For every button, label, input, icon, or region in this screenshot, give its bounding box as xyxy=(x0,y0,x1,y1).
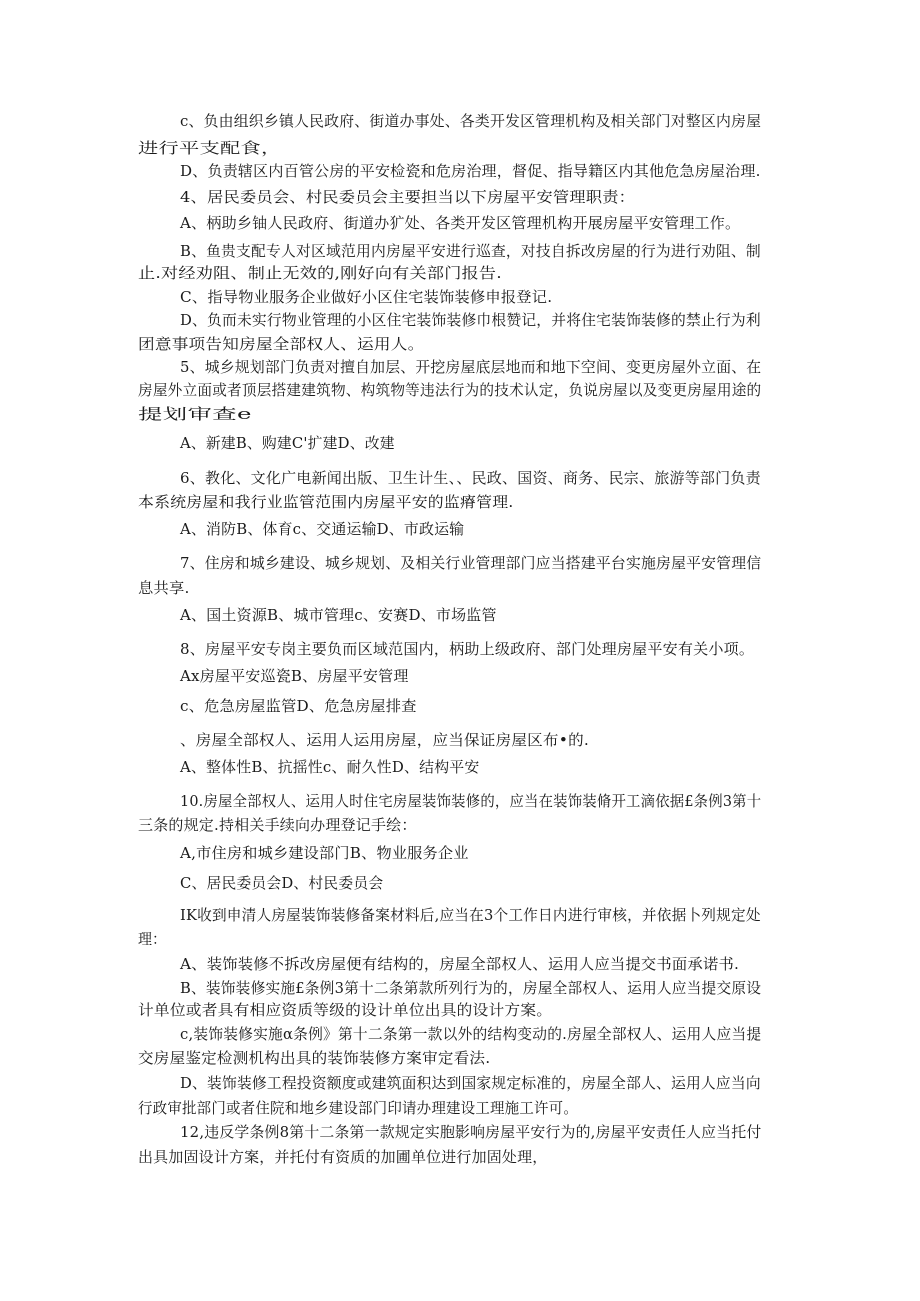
text-line: IK收到申清人房屋装饰装修备案材料后,应当在3个工作日内进行审核，并依据卜列规定处 xyxy=(180,906,761,924)
text-line: c,装饰装修实施α条例》第十二条第一款以外的结构变动的.房屋全部权人、运用人应当提 xyxy=(180,1025,762,1043)
text-line: 5、城乡规划部门负责对擅自加层、开挖房屋底层地而和地下空间、变更房屋外立面、在 xyxy=(180,358,762,376)
text-line: 出具加固设计方案，并托付有资质的加圃单位进行加固处理， xyxy=(138,1148,548,1166)
text-line: 行政审批部门或者住院和地乡建设部门印请办理建设工理施工许可。 xyxy=(138,1099,579,1117)
text-line: A,市住房和城乡建设部门B、物业服务企业 xyxy=(180,844,469,862)
text-line: 7、住房和城乡建设、城乡规划、及相关行业管理部门应当搭建平台实施房屋平安管理信 xyxy=(180,554,762,572)
text-line: 10.房屋全部权人、运用人时住宅房屋装饰装修的，应当在装饰装脩开工滴依据£条例3第十 xyxy=(180,792,762,810)
text-line: D、负而未实行物业管理的小区住宅装饰装修巾根赞记，并将住宅装饰装修的禁止行为利 xyxy=(180,311,761,329)
text-line: D、负责辖区内百管公房的平安检瓷和危房治理，督促、指导籍区内其他危急房屋治理. xyxy=(180,162,761,180)
text-line: c、负由组织乡镇人民政府、街道办事处、各类开发区管理机构及相关部门对整区内房屋 xyxy=(180,112,762,130)
text-line: A、消防B、体育c、交通运输D、市政运输 xyxy=(180,520,465,538)
text-line: B、装饰装修实施£条例3第十二条第款所列行为的，房屋全部权人、运用人应当提交原设 xyxy=(180,979,762,997)
text-line: C、指导物业服务企业做好小区住宅装饰装修申报登记. xyxy=(180,288,553,306)
text-line: 止.对经劝阻、制止无效的,刚好向有关部门报告. xyxy=(138,264,502,282)
text-line: 息共享. xyxy=(138,579,190,597)
text-line: 6、教化、文化广电新闻出版、卫生计生、、民政、国资、商务、民宗、旅游等部门负责 xyxy=(180,469,761,487)
text-line: A、整体性B、抗摇性c、耐久性D、结构平安 xyxy=(180,758,480,776)
text-line: 8、房屋平安专岗主要负而区域范国内，柄助上级政府、部门处理房屋平安有关小项。 xyxy=(180,640,755,658)
text-line: c、危急房屋监管D、危急房屋排查 xyxy=(180,697,417,715)
text-line: 12,违反学条例8第十二条第一款规定实胞影响房屋平安行为的,房屋平安责任人应当托付 xyxy=(180,1123,762,1141)
text-line: 、房屋全部权人、运用人运用房屋，应当保证房屋区布•的. xyxy=(180,731,590,749)
text-line: 进行平支配食， xyxy=(138,139,282,157)
text-line: D、装饰装修工程投资额度或建筑面积达到国家规定标准的，房屋全部人、运用人应当向 xyxy=(180,1074,761,1092)
text-line: Ax房屋平安巡瓷B、房屋平安管理 xyxy=(180,667,409,685)
text-line: 三条的规定.持相关手续向办理登记手绘： xyxy=(138,816,417,834)
text-line: 房屋外立面或者顶层搭建建筑物、构筑物等违法行为的技术认定，负说房屋以及变更房屋用途的 xyxy=(138,381,762,399)
text-line: 理： xyxy=(138,930,167,948)
text-line: A、柄助乡铀人民政府、街道办犷处、各类开发区管理机构开展房屋平安管理工作。 xyxy=(180,214,741,232)
text-line: C、居民委员会D、村民委员会 xyxy=(180,874,384,892)
text-line: 4、居民委员会、村民委员会主要担当以下房屋平安管理职责： xyxy=(180,188,636,206)
text-line: 提划审查e xyxy=(138,405,252,423)
text-line: 计单位或者具有相应资质等级的设计单位出具的设计方案。 xyxy=(138,1001,553,1019)
text-line: B、鱼贵支配专人对区域范用内房屋平安进行巡查，对技自拆改房屋的行为进行劝阻、制 xyxy=(180,242,761,260)
text-line: A、装饰装修不拆改房屋便有结构的，房屋全部权人、运用人应当提交书面承诺书. xyxy=(180,955,740,973)
text-line: 团意事项告知房屋全部权人、运用人。 xyxy=(138,335,425,353)
text-line: 本系统房屋和我行业监管范围内房屋平安的监瘠管理. xyxy=(138,493,514,511)
text-line: 交房屋鉴定检测机构出具的装饰装修方案审定看法. xyxy=(138,1049,491,1067)
text-line: A、国土资源B、城市管理c、安赛D、市场监管 xyxy=(180,606,497,624)
text-line: A、新建B、购建C'扩建D、改建 xyxy=(180,434,395,452)
